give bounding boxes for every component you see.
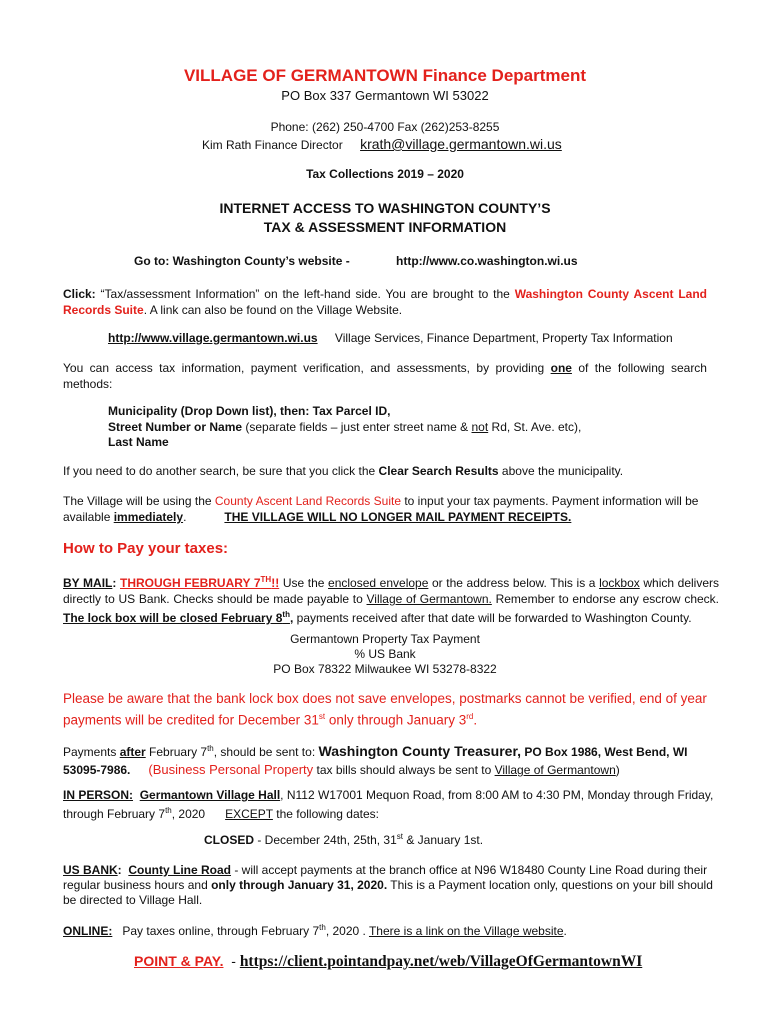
closed-label: CLOSED	[204, 833, 255, 847]
treasurer-name: Washington County Treasurer,	[318, 743, 522, 759]
warning-sup-2: rd	[466, 712, 474, 721]
after-emphasis: after	[119, 745, 146, 759]
online-text-c: .	[563, 924, 567, 938]
village-path-text: Village Services, Finance Department, Property Tax Information	[334, 331, 673, 345]
online-text-a: Pay taxes online, through February 7	[112, 924, 320, 938]
lockbox-text: lockbox	[599, 576, 640, 590]
search-paragraph	[63, 464, 623, 478]
mail-address-line3: PO Box 78322 Milwaukee WI 53278-8322	[273, 662, 497, 676]
method-1: Municipality (Drop Down list), then: Tax Parcel ID,	[108, 404, 391, 418]
online-label: ONLINE:	[63, 924, 113, 938]
closed-dates-line	[204, 832, 483, 847]
us-bank-text-b: This is a Payment location only, questions on your bill should be directed to Village Hall.	[63, 878, 713, 907]
goto-label: Go to: Washington County’s website -	[134, 254, 350, 268]
access-paragraph	[63, 360, 707, 392]
online-line	[63, 923, 567, 938]
lockbox-closed-sup: th	[282, 610, 290, 619]
us-bank-text-a: - will accept payments at the branch office at N96 W18480 County Line Road during their regular business hours and	[63, 863, 708, 892]
internet-heading-line1: INTERNET ACCESS TO WASHINGTON COUNTY’S	[219, 200, 551, 216]
by-mail-paragraph	[63, 572, 719, 626]
point-and-pay-dash: -	[223, 953, 240, 969]
village-hall-text: Germantown Village Hall	[139, 788, 281, 802]
click-label: Click:	[63, 287, 96, 301]
phone-fax-line: Phone: (262) 250-4700 Fax (262)253-8255	[270, 120, 500, 134]
county-line-road-text: County Line Road	[128, 863, 232, 877]
how-to-pay-heading: How to Pay your taxes:	[63, 540, 229, 557]
director-email-link[interactable]: krath@village.germantown.wi.us	[360, 136, 562, 152]
method-3: Last Name	[108, 435, 169, 449]
closed-text-b: & January 1st.	[403, 833, 484, 847]
address-line: PO Box 337 Germantown WI 53022	[281, 88, 489, 103]
through-feb-excl: !!	[271, 576, 280, 590]
county-website-link[interactable]: http://www.co.washington.wi.us	[396, 254, 578, 268]
bank-warning-text	[63, 690, 713, 730]
lockbox-closed-text	[63, 611, 293, 625]
in-person-tail: the following dates:	[272, 807, 379, 821]
ascent-suite-text: Washington County Ascent Land Records Suite	[63, 287, 707, 317]
in-person-sup: th	[165, 806, 172, 815]
online-text-b: , 2020 .	[325, 924, 369, 938]
mail-text-c: which delivers directly to US Bank. Checks should be made payable to	[63, 576, 719, 606]
village-website-link[interactable]: http://www.village.germantown.wi.us	[108, 331, 318, 345]
point-and-pay-link[interactable]: https://client.pointandpay.net/web/VillageOfGermantownWI	[239, 953, 643, 970]
us-bank-deadline: only through January 31, 2020.	[211, 878, 388, 892]
business-property-note: (Business Personal Property	[148, 762, 314, 777]
page-title: VILLAGE OF GERMANTOWN Finance Department	[183, 66, 587, 85]
village-website-link-text[interactable]: There is a link on the Village website	[368, 924, 564, 938]
point-and-pay-label: POINT & PAY.	[134, 953, 224, 969]
in-person-label: IN PERSON:	[63, 788, 134, 802]
search-text: If you need to do another search, be sure that you click the	[63, 464, 379, 478]
payable-village-text: Village of Germantown.	[366, 592, 492, 606]
online-sup: th	[319, 923, 326, 932]
method-2-label: Street Number or Name	[108, 420, 243, 434]
by-mail-label: BY MAIL	[63, 576, 113, 590]
village-link-line	[108, 331, 673, 345]
mail-address-line2: % US Bank	[354, 647, 416, 661]
director-line	[202, 136, 562, 152]
us-bank-label: US BANK	[63, 863, 118, 877]
click-tail: . A link can also be found on the Village Website.	[143, 303, 403, 317]
after-text-a: Payments	[63, 745, 120, 759]
enclosed-envelope-text: enclosed envelope	[328, 576, 429, 590]
in-person-paragraph	[63, 788, 715, 822]
click-paragraph	[63, 286, 707, 318]
after-text-c: , should be sent to:	[213, 745, 319, 759]
tax-collections-heading: Tax Collections 2019 – 2020	[306, 167, 464, 181]
closed-text-a: - December 24th, 25th, 31	[254, 833, 397, 847]
through-feb-text	[120, 576, 279, 590]
mail-text-a: Use the	[279, 576, 329, 590]
mail-text-b: or the address below. This is a	[428, 576, 600, 590]
village-using-paragraph: The Village will be using the County Ascent Land Records Suite to input your tax payments. Payment information will be available immediately. THE VILLAGE WILL NO LONGER MAIL PAYMENT RECEIPTS.	[63, 494, 699, 524]
us-bank-paragraph	[63, 863, 715, 908]
in-person-text: , N112 W17001 Mequon Road, from 8:00 AM to 4:30 PM, Monday through Friday, through February 7	[63, 788, 714, 821]
after-sup: th	[207, 744, 214, 753]
click-text: “Tax/assessment Information” on the left-hand side. You are brought to the	[95, 287, 515, 301]
lockbox-closed-comma: ,	[289, 611, 294, 625]
business-village-text: Village of Germantown	[494, 763, 616, 777]
treasurer-address: PO Box 1986, West Bend, WI 53095-7986.	[63, 745, 688, 777]
business-text: tax bills should always be sent to	[313, 763, 495, 777]
method-2-tail: Rd, St. Ave. etc),	[488, 420, 582, 434]
one-emphasis: one	[550, 361, 572, 375]
us-bank-colon: :	[117, 863, 129, 877]
through-feb-sup: TH	[260, 575, 272, 584]
not-emphasis: not	[471, 420, 489, 434]
access-text-tail: of the following search methods:	[63, 361, 707, 391]
by-mail-colon: :	[112, 576, 117, 590]
warning-text-a: Please be aware that the bank lock box does not save envelopes, postmarks cannot be verified, end of year payments will be credited for December 31	[63, 691, 707, 728]
director-name: Kim Rath Finance Director	[202, 138, 343, 152]
after-feb-paragraph	[63, 740, 713, 779]
point-and-pay-line	[134, 953, 642, 971]
village-using-text-b: to input your tax payments. Payment information will be available	[63, 494, 699, 524]
immediately-emphasis: immediately	[113, 510, 184, 524]
search-tail: above the municipality.	[498, 464, 624, 478]
warning-sup-1: st	[318, 712, 326, 721]
ascent-suite-red: County Ascent Land Records Suite	[214, 494, 401, 508]
access-text: You can access tax information, payment verification, and assessments, by providing	[63, 361, 551, 375]
warning-text-b: only through January 3	[325, 712, 467, 728]
mail-text-e: payments received after that date will be forwarded to Washington County.	[293, 611, 692, 625]
closed-sup: st	[396, 832, 403, 841]
warning-text-c: .	[473, 712, 478, 728]
lockbox-closed-main: The lock box will be closed February 8	[63, 611, 283, 625]
in-person-text-b: , 2020	[171, 807, 226, 821]
after-text-b: February 7	[145, 745, 208, 759]
village-using-text: The Village will be using the	[63, 494, 215, 508]
mail-text-d: Remember to endorse any escrow check.	[491, 592, 720, 606]
no-mail-notice: THE VILLAGE WILL NO LONGER MAIL PAYMENT RECEIPTS.	[224, 510, 572, 524]
except-text: EXCEPT	[225, 807, 273, 821]
method-2	[108, 420, 581, 434]
mail-address-line1: Germantown Property Tax Payment	[290, 632, 480, 646]
through-feb-main: THROUGH FEBRUARY 7	[120, 576, 261, 590]
method-2-text: (separate fields – just enter street name &	[242, 420, 472, 434]
internet-heading-line2: TAX & ASSESSMENT INFORMATION	[263, 219, 507, 235]
business-close-paren: )	[615, 763, 620, 777]
clear-search-text: Clear Search Results	[378, 464, 499, 478]
